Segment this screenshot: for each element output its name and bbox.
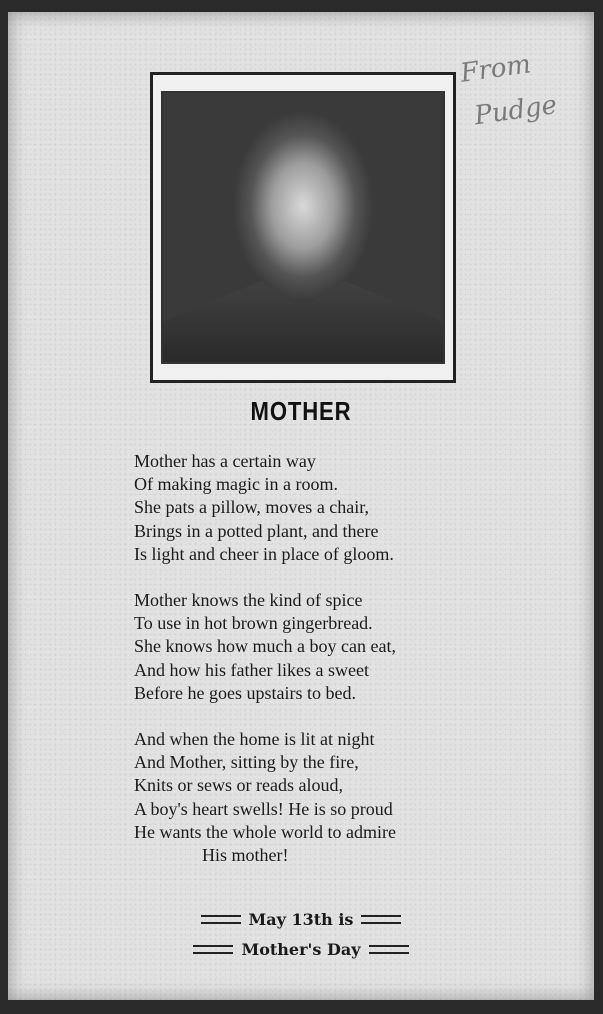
poem-line: Of making magic in a room. [134,474,338,495]
portrait-photo-frame [150,72,456,383]
footer-line-2 [8,934,594,964]
double-rule-right [369,945,409,954]
footer-announcement [8,904,594,964]
stanza-2 [134,589,514,705]
double-rule-left [201,915,241,924]
handwritten-line: From [458,49,533,89]
poem-line: Mother knows the kind of spice [134,590,363,611]
poem-line: Is light and cheer in place of gloom. [134,543,394,564]
footer-text: Mother's Day [241,939,361,959]
poem-line: A boy's heart swells! He is so proud [134,798,393,819]
poem-line: He wants the whole world to admire [134,821,396,842]
stanza-3 [134,728,514,867]
double-rule-left [193,945,233,954]
poem-title: MOTHER [250,396,352,426]
poem-line: And Mother, sitting by the fire, [134,752,359,773]
footer-text: May 13th is [248,909,354,929]
poem-line: And how his father likes a sweet [134,659,369,680]
poem-line: And when the home is lit at night [134,729,375,750]
poem-line: To use in hot brown gingerbread. [134,613,373,634]
poem-line: His mother! [202,845,289,866]
handwritten-line: Pudge [472,90,559,132]
poem-line: Brings in a potted plant, and there [134,520,379,541]
portrait-photo [161,91,445,364]
poem-body [134,450,514,890]
stanza-1 [134,450,514,566]
poem-line: She knows how much a boy can eat, [134,636,396,657]
double-rule-right [361,915,401,924]
newspaper-clipping [8,12,594,1000]
poem-line: Mother has a certain way [134,451,316,471]
poem-line: Before he goes upstairs to bed. [134,682,356,703]
poem-line: Knits or sews or reads aloud, [134,775,343,796]
poem-line: She pats a pillow, moves a chair, [134,497,370,518]
handwritten-note [458,33,603,140]
photo-shirt-shape [163,272,443,362]
footer-line-1 [8,904,594,934]
